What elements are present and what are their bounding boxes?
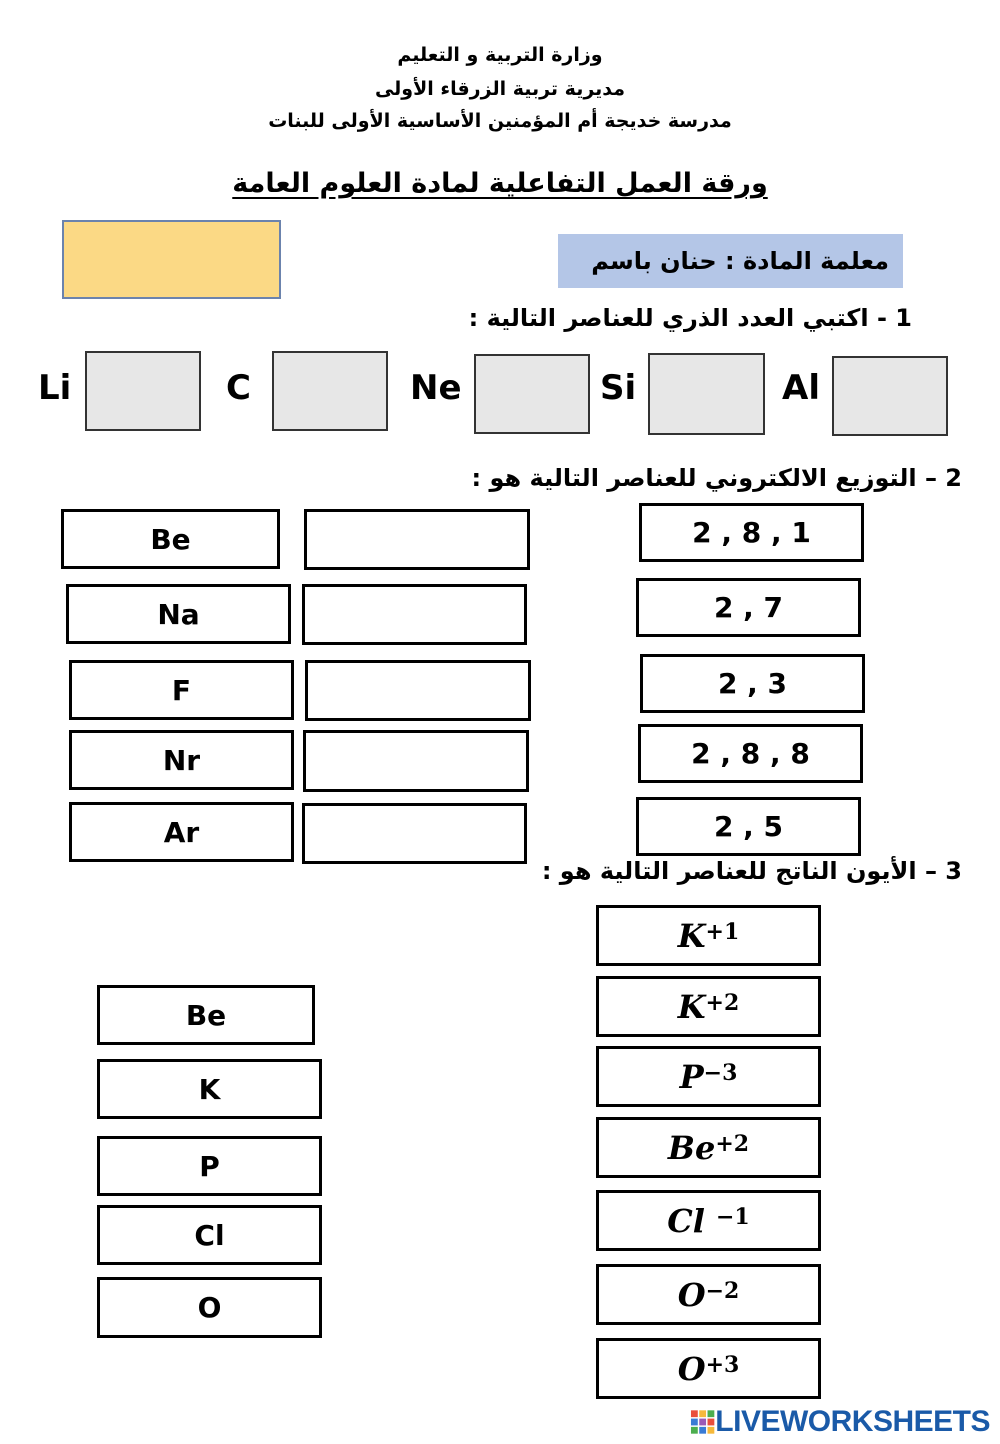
q2-element-na: Na bbox=[66, 584, 291, 644]
teacher-label: معلمة المادة : حنان باسم bbox=[558, 234, 903, 288]
liveworksheets-logo bbox=[690, 1404, 990, 1440]
q3-element-k: K bbox=[97, 1059, 322, 1119]
q2-answer-drop-5[interactable] bbox=[302, 803, 527, 864]
q3-ion-option-5[interactable]: Cl $^{-1}$ bbox=[596, 1190, 821, 1251]
q1-element-c: C bbox=[226, 368, 251, 408]
q2-element-ar: Ar bbox=[69, 802, 294, 862]
q2-element-f: F bbox=[69, 660, 294, 720]
q2-config-option-2[interactable]: 2 , 7 bbox=[636, 578, 861, 637]
q3-ion-option-3[interactable]: P $^{-3}$ bbox=[596, 1046, 821, 1107]
question-2-text: 2 – التوزيع الالكتروني للعناصر التالية هو : bbox=[471, 464, 962, 492]
q3-ion-option-6[interactable]: O $^{-2}$ bbox=[596, 1264, 821, 1325]
q1-answer-si[interactable] bbox=[648, 353, 765, 435]
q1-answer-c[interactable] bbox=[272, 351, 388, 431]
q1-answer-li[interactable] bbox=[85, 351, 201, 431]
question-1-text: 1 - اكتبي العدد الذري للعناصر التالية : bbox=[468, 304, 912, 332]
q3-ion-option-2[interactable]: K $^{+2}$ bbox=[596, 976, 821, 1037]
liveworksheets-logo-text: LIVEWORKSHEETS bbox=[715, 1405, 990, 1438]
q2-answer-drop-4[interactable] bbox=[303, 730, 529, 792]
q2-config-option-5[interactable]: 2 , 5 bbox=[636, 797, 861, 856]
liveworksheets-logo-icon bbox=[690, 1409, 715, 1435]
worksheet-title: ورقة العمل التفاعلية لمادة العلوم العامة bbox=[232, 168, 768, 199]
ministry-name: وزارة التربية و التعليم bbox=[397, 44, 603, 66]
q1-element-si: Si bbox=[600, 368, 637, 408]
q2-answer-drop-2[interactable] bbox=[302, 584, 527, 645]
q3-element-p: P bbox=[97, 1136, 322, 1196]
q1-element-li: Li bbox=[38, 368, 72, 408]
q2-element-nr: Nr bbox=[69, 730, 294, 790]
q2-config-option-4[interactable]: 2 , 8 , 8 bbox=[638, 724, 863, 783]
q2-config-option-1[interactable]: 2 , 8 , 1 bbox=[639, 503, 864, 562]
question-3-text: 3 – الأيون الناتج للعناصر التالية هو : bbox=[541, 857, 962, 885]
q3-element-be: Be bbox=[97, 985, 315, 1045]
q3-ion-option-1[interactable]: K $^{+1}$ bbox=[596, 905, 821, 966]
school-name: مدرسة خديجة أم المؤمنين الأساسية الأولى للبنات bbox=[268, 110, 732, 132]
q2-element-be: Be bbox=[61, 509, 280, 569]
directorate-name: مديرية تربية الزرقاء الأولى bbox=[374, 78, 626, 100]
q1-answer-ne[interactable] bbox=[474, 354, 590, 434]
q1-answer-al[interactable] bbox=[832, 356, 948, 436]
q3-element-cl: Cl bbox=[97, 1205, 322, 1265]
q1-element-al: Al bbox=[782, 368, 820, 408]
q3-element-o: O bbox=[97, 1277, 322, 1338]
q2-config-option-3[interactable]: 2 , 3 bbox=[640, 654, 865, 713]
student-name-box[interactable] bbox=[62, 220, 281, 299]
q2-answer-drop-3[interactable] bbox=[305, 660, 531, 721]
q2-answer-drop-1[interactable] bbox=[304, 509, 530, 570]
q1-element-ne: Ne bbox=[410, 368, 462, 408]
q3-ion-option-7[interactable]: O $^{+3}$ bbox=[596, 1338, 821, 1399]
q3-ion-option-4[interactable]: Be $^{+2}$ bbox=[596, 1117, 821, 1178]
